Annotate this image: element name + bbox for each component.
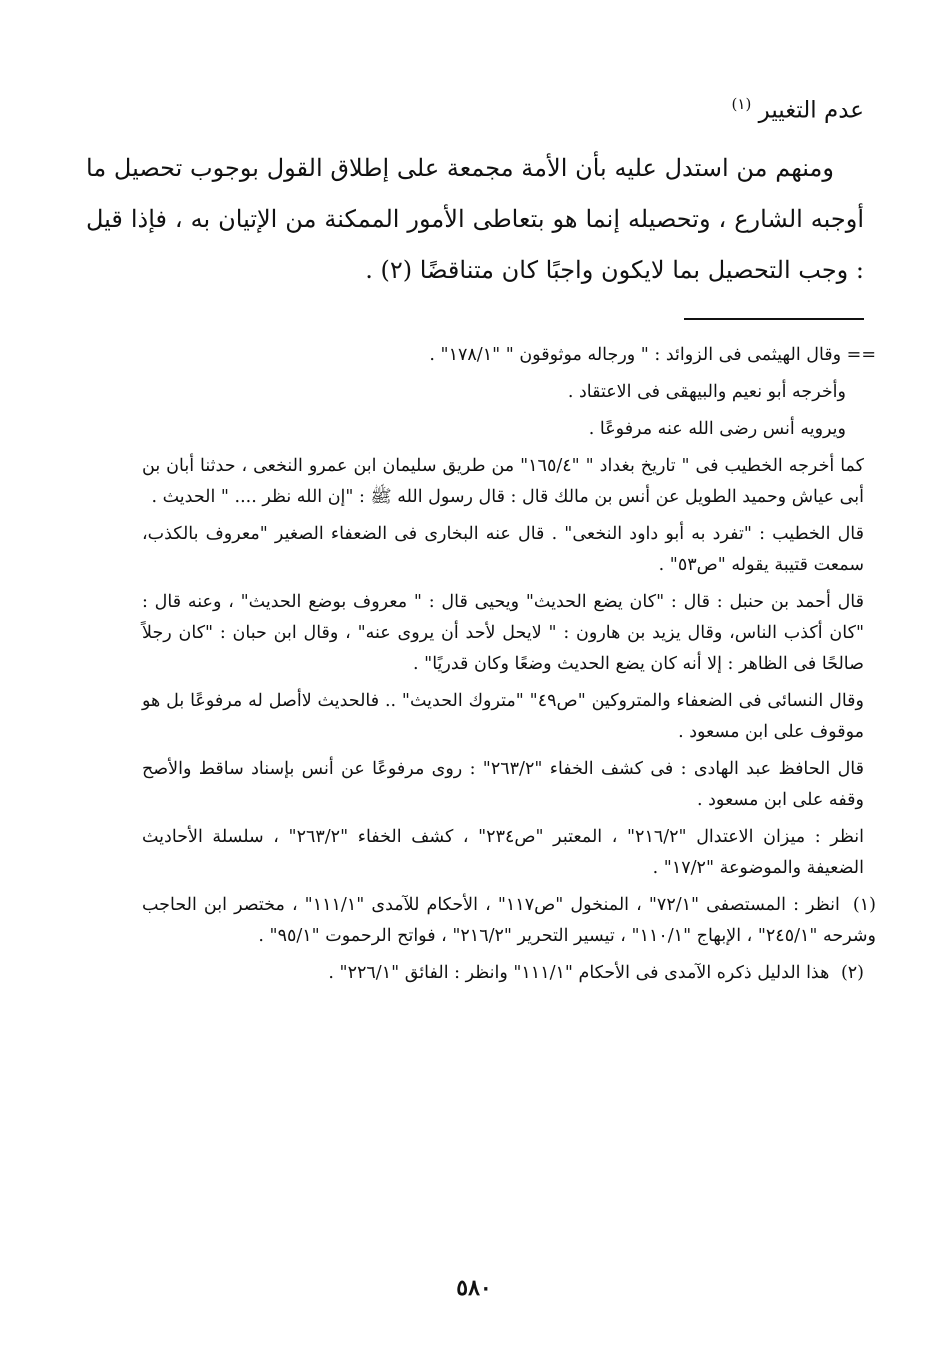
footnote-continuation-line: قال الحافظ عبد الهادى : فى كشف الخفاء "٢٦٣/٢" : روى مرفوعًا عن أنس بإسناد ساقط والأصح وقفه على ابن مسعود . <box>142 759 864 810</box>
footnotes <box>142 340 876 995</box>
footnote-2 <box>142 958 864 989</box>
footnote-number: (١) <box>852 895 876 915</box>
section-heading <box>732 86 864 129</box>
footnote-continuation-line: كما أخرجه الخطيب فى " تاريخ بغداد " "١٦٥/٤" من طريق سليمان ابن عمرو النخعى ، حدثنا أبان بن أبى عياش وحميد الطويل عن أنس بن مالك قال : قال رسول الله ﷺ : "إن الله نظر .... " الحديث . <box>142 456 864 507</box>
page-number: ٥٨٠ <box>456 1275 492 1301</box>
heading-note-ref: (١) <box>731 95 752 113</box>
footnote-text: هذا الدليل ذكره الآمدى فى الأحكام "١١١/١" وانظر : الفائق "٢٢٦/١" . <box>328 963 830 983</box>
footnote-continuation-line: قال الخطيب : "تفرد به أبو داود النخعى" . قال عنه البخارى فى الضعفاء الصغير "معروف بالكذب، سمعت قتيبة يقوله "ص٥٣" . <box>142 524 864 575</box>
footnote-continuation-line: وقال النسائى فى الضعفاء والمتروكين "ص٤٩" "متروك الحديث" .. فالحديث لاأصل له مرفوعًا بل هو موقوف على ابن مسعود . <box>142 691 865 742</box>
footnote-continuation-line: قال أحمد بن حنبل : قال : "كان يضع الحديث" ويحيى قال : " معروف بوضع الحديث" ، وعنه قال : "كان أكذب الناس، وقال يزيد بن هارون : " لايحل لأحد أن يروى عنه" ، وقال ابن حبان : "كان رجلاً صالحًا فى الظاهر : إلا أنه كان يضع الحديث وضعًا وكان قدريًا" . <box>142 592 864 674</box>
footnote-separator <box>684 318 864 320</box>
footnote-continuation-line: انظر : ميزان الاعتدال "٢١٦/٢" ، المعتبر "ص٢٣٤" ، كشف الخفاء "٢٦٣/٢" ، سلسلة الأحاديث الضعيفة والموضوعة "١٧/٢" . <box>142 827 864 878</box>
footnote-continuation-line: وأخرجه أبو نعيم والبيهقى فى الاعتقاد . <box>567 382 846 402</box>
footnote-continuation-line: == وقال الهيثمى فى الزوائد : " ورجاله موثوقون " "١٧٨/١" . <box>429 345 876 365</box>
main-paragraph: ومنهم من استدل عليه بأن الأمة مجمعة على إطلاق القول بوجوب تحصيل ما أوجبه الشارع ، وتحصيله إنما هو بتعاطى الأمور الممكنة من الإتيان به ، فإذا قيل : وجب التحصيل بما لايكون واجبًا كان متناقضًا (٢) . <box>86 154 864 284</box>
footnote-text: انظر : المستصفى "٧٢/١" ، المنخول "ص١١٧" ، الأحكام للآمدى "١١١/١" ، مختصر ابن الحاجب وشرحه "٢٤٥/١" ، الإبهاج "١١٠/١" ، تيسير التحرير "٢١٦/٢" ، فواتح الرحموت "٩٥/١" . <box>142 895 876 946</box>
footnote-number: (٢) <box>840 963 864 983</box>
footnote-continuation-line: ويرويه أنس رضى الله عنه مرفوعًا . <box>588 419 846 439</box>
heading-text: عدم التغيير <box>758 97 864 124</box>
main-text <box>86 143 864 296</box>
footnote-1 <box>142 890 876 952</box>
